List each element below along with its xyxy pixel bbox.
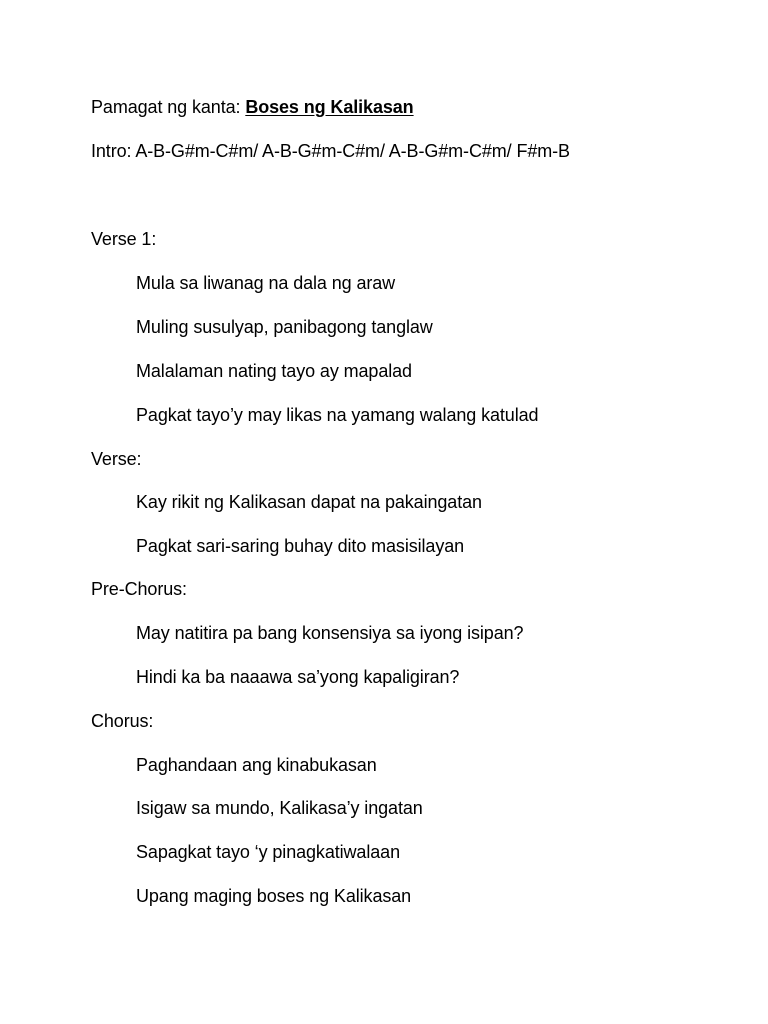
lyric-line: Kay rikit ng Kalikasan dapat na pakaingatan [136, 492, 482, 512]
lyric-line: Pagkat sari-saring buhay dito masisilayan [136, 536, 465, 556]
lyric-line: Muling susulyap, panibagong tanglaw [136, 317, 433, 337]
lyric-line: Malalaman nating tayo ay mapalad [136, 361, 412, 381]
lyric-line: May natitira pa bang konsensiya sa iyong isipan? [136, 623, 524, 643]
section-heading-pre-chorus: Pre-Chorus: [91, 579, 187, 599]
title-label: Pamagat ng kanta: [91, 97, 241, 117]
section-heading-verse-1: Verse 1: [91, 229, 157, 249]
intro-chords: Intro: A-B-G#m-C#m/ A-B-G#m-C#m/ A-B-G#m-C#m/ F#m-B [91, 141, 570, 161]
lyric-line: Isigaw sa mundo, Kalikasa’y ingatan [136, 798, 423, 818]
song-title: Boses ng Kalikasan [245, 97, 414, 117]
lyric-line: Paghandaan ang kinabukasan [136, 755, 377, 775]
lyric-line: Sapagkat tayo ‘y pinagkatiwalaan [136, 842, 400, 862]
lyric-line: Upang maging boses ng Kalikasan [136, 886, 412, 906]
lyric-line: Pagkat tayo’y may likas na yamang walang katulad [136, 405, 539, 425]
section-heading-verse: Verse: [91, 449, 142, 469]
section-heading-chorus: Chorus: [91, 711, 154, 731]
lyric-line: Hindi ka ba naaawa sa’yong kapaligiran? [136, 667, 460, 687]
title-line [91, 96, 414, 118]
lyric-line: Mula sa liwanag na dala ng araw [136, 273, 396, 293]
